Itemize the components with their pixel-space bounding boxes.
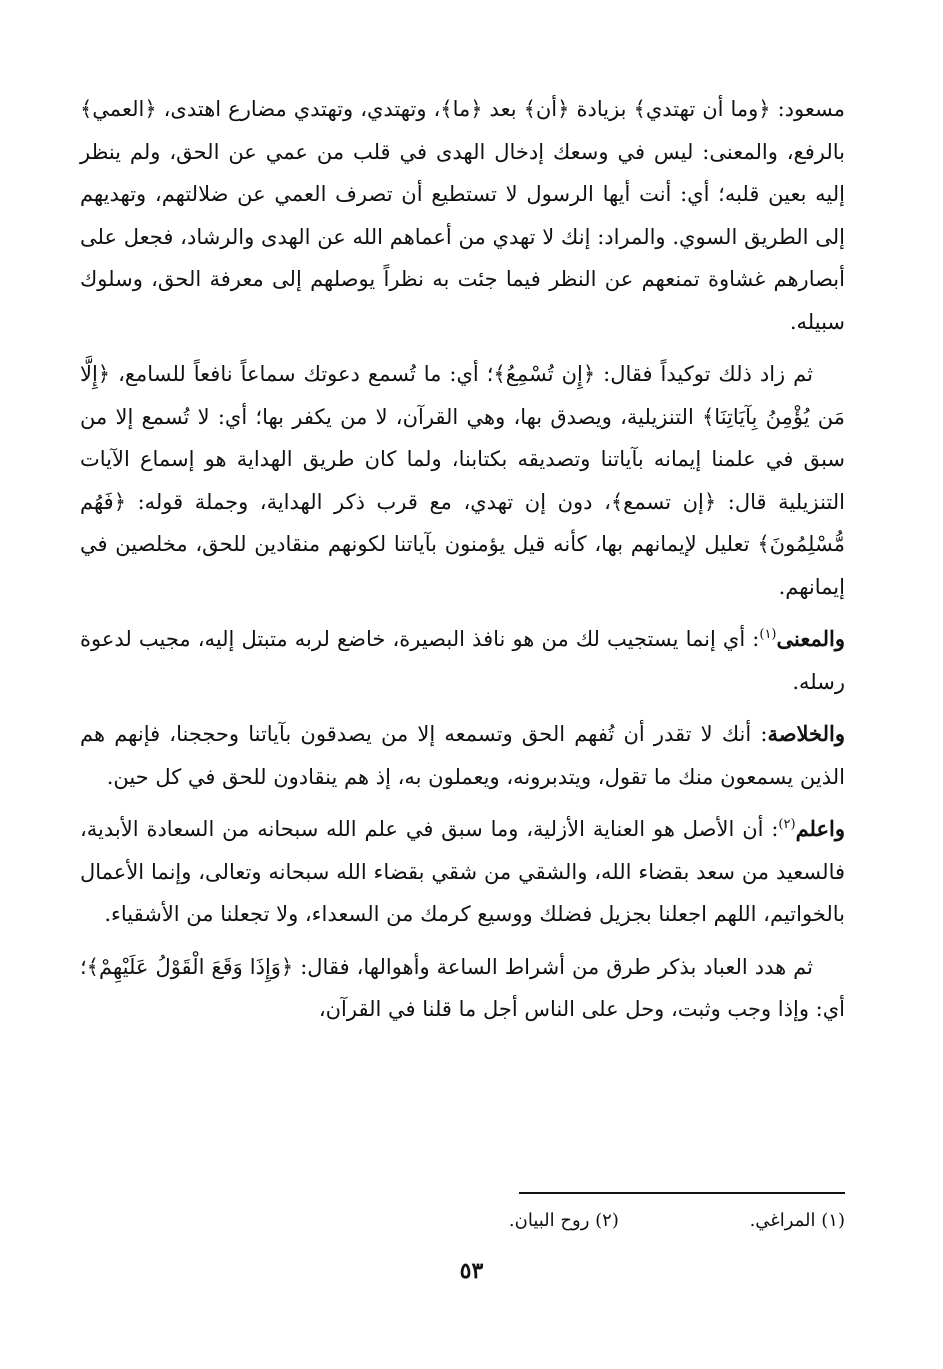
- paragraph-4-text: : أنك لا تقدر أن تُفهم الحق وتسمعه إلا من يصدقون بآياتنا وحججنا، فإنهم هم الذين يسمعون منك ما تقول، ويتدبرونه، ويعملون به، إذ هم ينقادون للحق في كل حين.: [80, 722, 845, 789]
- footnote-1: (١) المراغي.: [749, 1210, 845, 1231]
- paragraph-5: [80, 808, 845, 936]
- footnote-ref-2: (٢): [778, 817, 796, 832]
- paragraph-1: مسعود: ﴿وما أن تهتدي﴾ بزيادة ﴿أن﴾ بعد ﴿ما﴾، وتهتدي، وتهتدي مضارع اهتدى، ﴿العمي﴾ بالرفع، والمعنى: ليس في وسعك إدخال الهدى في قلب من عمي عن الحق، ولم ينظر إليه بعين قلبه؛ أي: أنت أيها الرسول لا تستطيع أن تصرف العمي عن ضلالتهم، وتهديهم إلى الطريق السوي. والمراد: إنك لا تهدي من أعماهم الله عن الهدى والرشاد، فجعل على أبصارهم غشاوة تمنعهم عن النظر فيما جئت به نظراً يوصلهم إلى معرفة الحق، وسلوك سبيله.: [80, 97, 845, 334]
- paragraph-3-text: : أي إنما يستجيب لك من هو نافذ البصيرة، خاضع لربه متبتل إليه، مجيب لدعوة رسله.: [80, 627, 845, 694]
- paragraph-4: [80, 713, 845, 798]
- footnote-2: (٢) روح البيان.: [508, 1210, 619, 1231]
- paragraph-6: ثم هدد العباد بذكر طرق من أشراط الساعة وأهوالها، فقال: ﴿وَإِذَا وَقَعَ الْقَوْلُ عَلَيْهِمْ﴾؛ أي: وإذا وجب وثبت، وحل على الناس أجل ما قلنا في القرآن،: [80, 954, 845, 1021]
- paragraph-5-text: : أن الأصل هو العناية الأزلية، وما سبق في علم الله سبحانه من السعادة الأبدية، فالسعيد من سعد بقضاء الله، والشقي من شقي بقضاء الله سبحانه وتعالى، وإنما الأعمال بالخواتيم، اللهم اجعلنا بجزيل فضلك ووسيع كرمك من السعداء، ولا تجعلنا من الأشقياء.: [80, 817, 845, 926]
- paragraph-3: [80, 618, 845, 703]
- page-body: [80, 88, 845, 1041]
- paragraph-5-lead: واعلم: [795, 816, 845, 841]
- footnote-ref-1: (١): [759, 627, 777, 642]
- footnote-divider: [519, 1192, 845, 1194]
- paragraph-3-lead: والمعنى: [776, 626, 845, 651]
- footnotes: [145, 1206, 845, 1236]
- paragraph-2: ثم زاد ذلك توكيداً فقال: ﴿إِن تُسْمِعُ﴾؛ أي: ما تُسمع دعوتك سماعاً نافعاً للسامع، ﴿إِلَّا مَن يُؤْمِنُ بِآيَاتِنَا﴾ التنزيلية، ويصدق بها، وهي القرآن، لا من يكفر بها؛ أي: لا تُسمع إلا من سبق في علمنا إيمانه بآياتنا وتصديقه بكتابنا، ولما كان طريق الهداية هو إسماع الآيات التنزيلية قال: ﴿إن تسمع﴾، دون إن تهدي، مع قرب ذكر الهداية، وجملة قوله: ﴿فَهُم مُّسْلِمُونَ﴾ تعليل لإيمانهم بها، كأنه قيل يؤمنون بآياتنا لكونهم منقادين للحق، مخلصين في إيمانهم.: [80, 362, 845, 599]
- page-number: ٥٣: [459, 1258, 484, 1284]
- paragraph-4-lead: والخلاصة: [767, 721, 845, 746]
